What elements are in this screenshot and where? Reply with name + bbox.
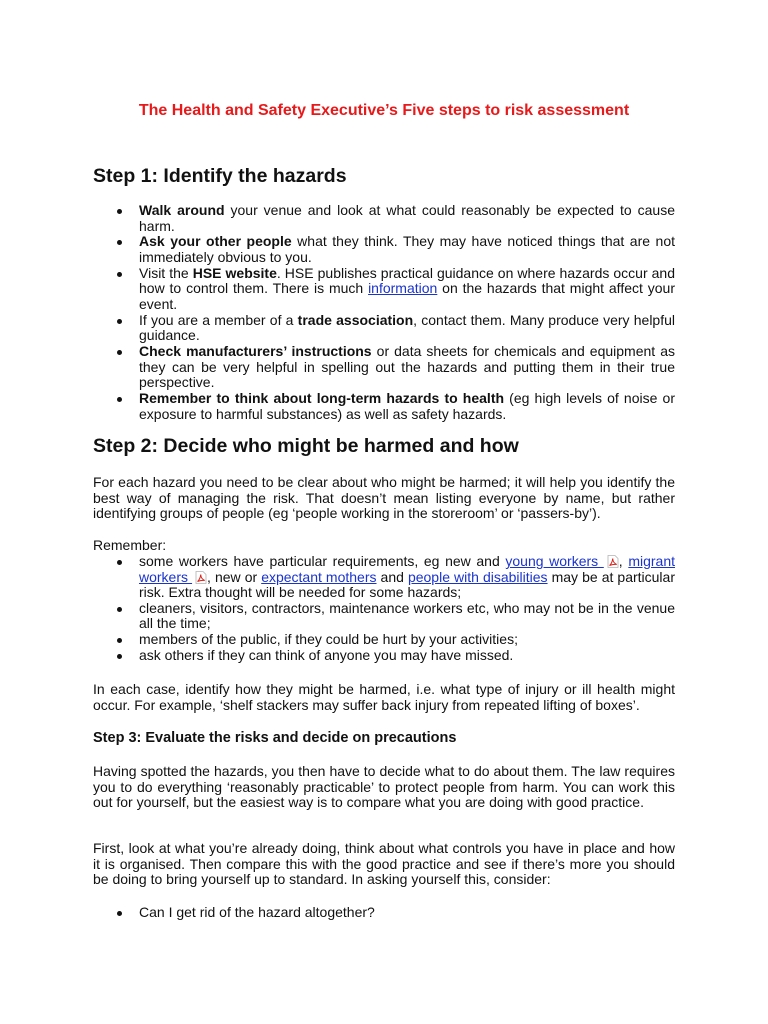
list-item: Can I get rid of the hazard altogether? xyxy=(93,905,675,921)
item-text: (eg high levels of noise or exposure to harmful substances) as well as safety hazards. xyxy=(139,390,675,422)
expectant-mothers-link[interactable]: expectant mothers xyxy=(261,568,377,585)
item-bold: Remember to think about long-term hazards to health xyxy=(139,390,505,407)
list-item xyxy=(93,344,675,391)
step3-heading: Step 3: Evaluate the risks and decide on precautions xyxy=(93,730,457,746)
remember-list xyxy=(93,554,675,663)
list-item: ask others if they can think of anyone you may have missed. xyxy=(93,648,675,664)
step1-heading: Step 1: Identify the hazards xyxy=(93,165,347,187)
list-item xyxy=(93,203,675,234)
item-bold: Walk around xyxy=(139,202,225,218)
each-case-paragraph: In each case, identify how they might be harmed, i.e. what type of injury or ill health might occur. For example, ‘shelf stackers may suffer back injury from repeated lifting of boxes’. xyxy=(93,681,675,713)
list-item xyxy=(93,234,675,265)
item-text: on the hazards that might affect your event. xyxy=(139,280,675,312)
list-item: members of the public, if they could be hurt by your activities; xyxy=(93,632,675,648)
item-bold: Check manufacturers’ instructions xyxy=(139,343,372,360)
item-text: , xyxy=(618,553,629,569)
item-text: may be at particular risk. Extra thought will be needed for some hazards; xyxy=(139,568,675,601)
remember-label: Remember: xyxy=(93,537,167,553)
item-bold: trade association xyxy=(297,311,414,328)
item-text: what they think. They may have noticed things that are not immediately obvious to you. xyxy=(139,233,675,265)
step3-paragraph: First, look at what you’re already doing, think about what controls you have in place and how it is organised. Then compare this with the good practice and see if there’s more you should be doing to bring yourself up to standard. In asking yourself this, consider: xyxy=(93,840,675,888)
step2-heading: Step 2: Decide who might be harmed and how xyxy=(93,435,519,457)
consider-list xyxy=(93,905,675,921)
item-text: your venue and look at what could reasonably be expected to cause harm. xyxy=(139,202,675,234)
item-text: some workers have particular requirements, eg new and xyxy=(139,553,506,569)
information-link[interactable]: information xyxy=(368,280,438,297)
step3-paragraph: Having spotted the hazards, you then have to decide what to do about them. The law requires you to do everything ‘reasonably practicable’ to protect people from harm. You can work this out for yourself, but the easiest way is to compare what you are doing with good practice. xyxy=(93,763,675,811)
item-text: , contact them. Many produce very helpful guidance. xyxy=(139,311,676,344)
pdf-file-icon[interactable] xyxy=(195,571,207,584)
item-text: Visit the xyxy=(139,264,193,281)
list-item xyxy=(93,266,675,313)
list-item xyxy=(93,554,675,601)
migrant-workers-link[interactable]: migrant workers xyxy=(139,553,675,585)
item-text: , new or xyxy=(207,568,262,585)
step1-list xyxy=(93,203,675,422)
item-text: or data sheets for chemicals and equipment as they can be very helpful in spelling out the hazards and putting them in their true perspective. xyxy=(139,343,675,391)
list-item: cleaners, visitors, contractors, maintenance workers etc, who may not be in the venue all the time; xyxy=(93,601,675,632)
document-title: The Health and Safety Executive’s Five steps to risk assessment xyxy=(138,102,630,119)
people-with-disabilities-link[interactable]: people with disabilities xyxy=(407,568,548,585)
step2-intro: For each hazard you need to be clear about who might be harmed; it will help you identify the best way of managing the risk. That doesn’t mean listing everyone by name, but rather identifying groups of people (eg ‘people working in the storeroom’ or ‘passers-by’). xyxy=(93,474,675,522)
young-workers-link[interactable]: young workers xyxy=(505,553,604,569)
item-text: If you are a member of a xyxy=(139,311,298,328)
item-bold: Ask your other people xyxy=(139,233,292,250)
item-text: and xyxy=(376,568,408,585)
item-text: . HSE publishes practical guidance on where hazards occur and how to control them. There is much xyxy=(139,264,676,297)
pdf-file-icon[interactable] xyxy=(607,555,619,568)
item-bold: HSE website xyxy=(192,264,277,281)
list-item xyxy=(93,313,675,344)
list-item xyxy=(93,391,675,422)
